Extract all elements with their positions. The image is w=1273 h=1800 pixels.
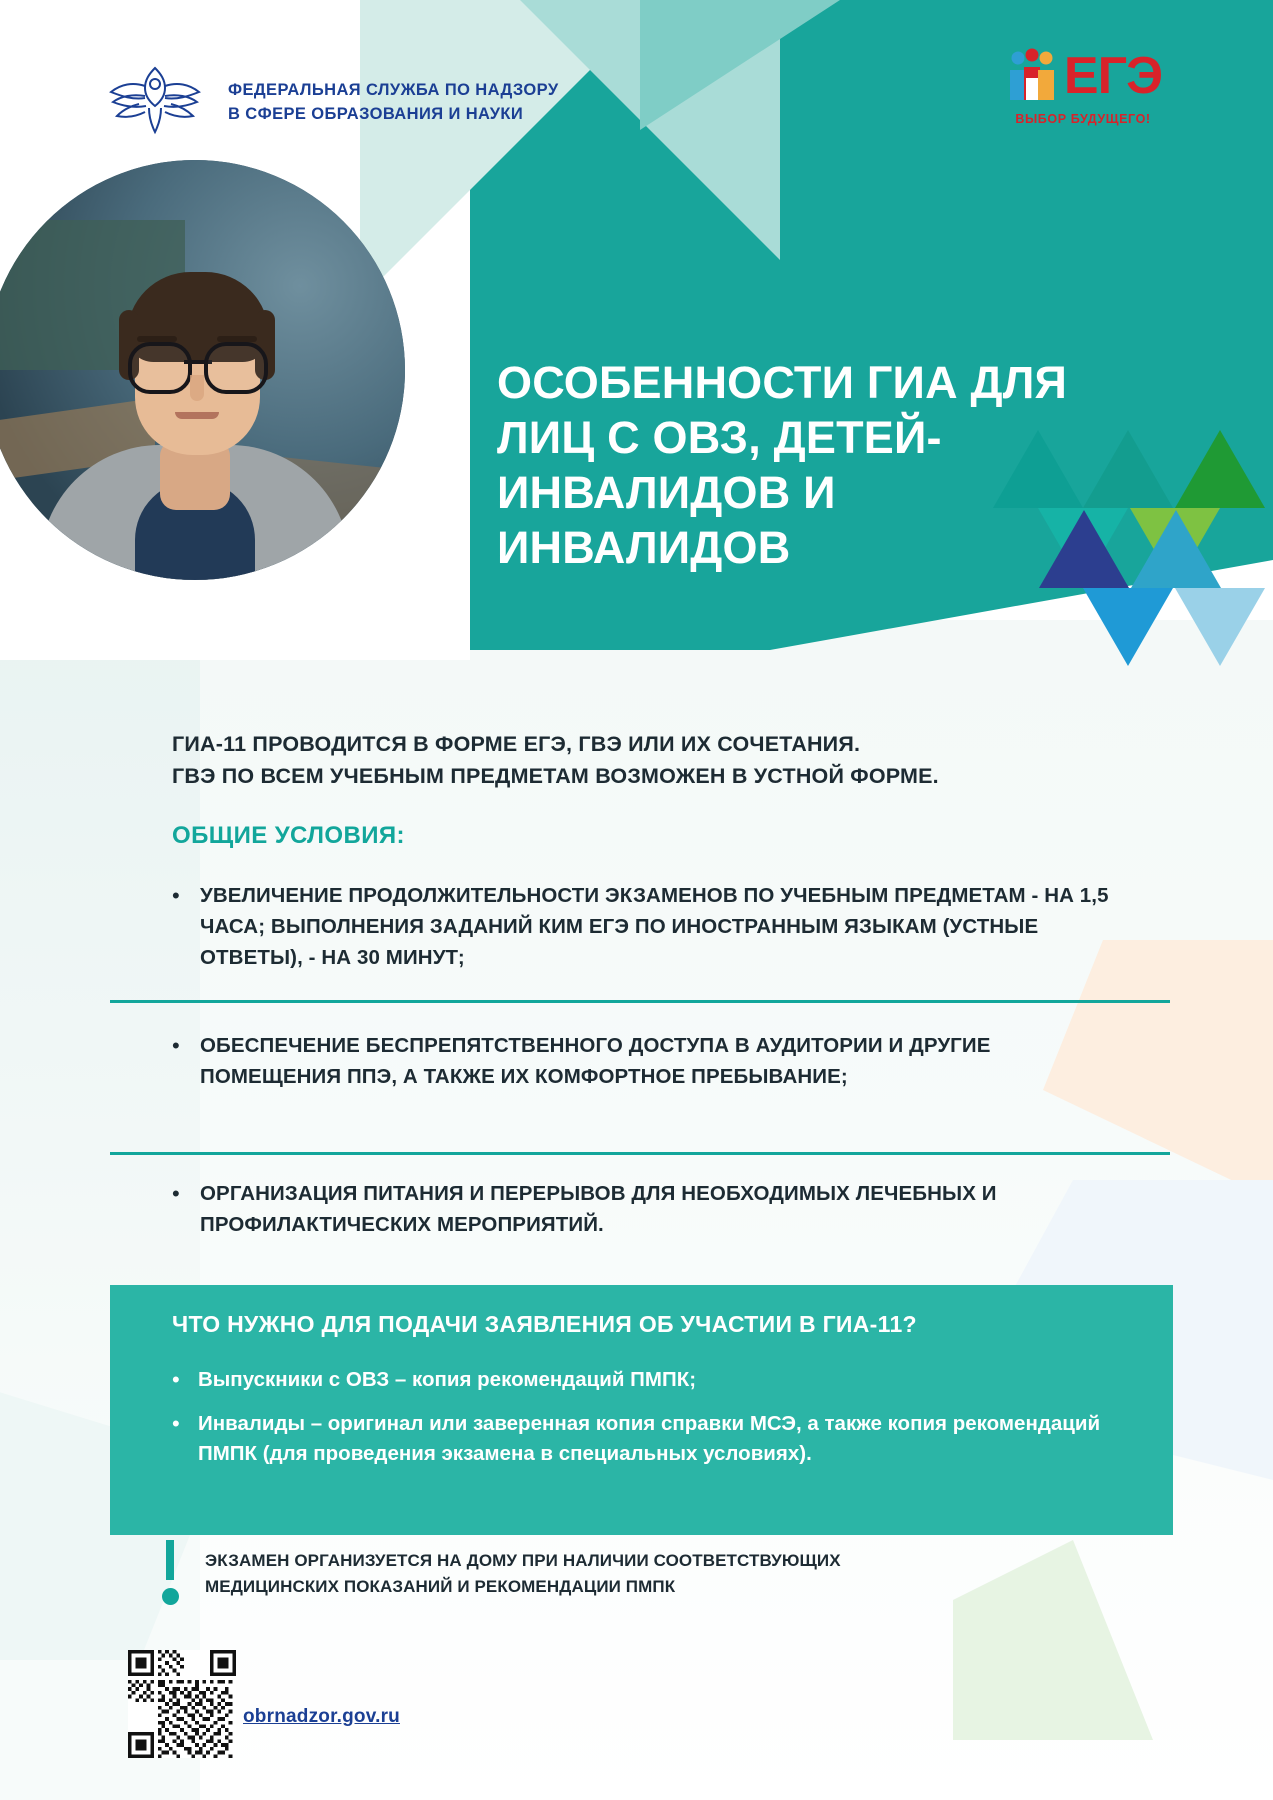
page-title: ОСОБЕННОСТИ ГИА ДЛЯ ЛИЦ С ОВЗ, ДЕТЕЙ-ИНВАЛИДОВ И ИНВАЛИДОВ xyxy=(497,357,1068,574)
ege-logo xyxy=(993,48,1173,143)
intro-text xyxy=(172,728,1172,792)
student-photo xyxy=(0,160,405,580)
organization-name xyxy=(228,78,559,126)
organization-name-line1: ФЕДЕРАЛЬНАЯ СЛУЖБА ПО НАДЗОРУ xyxy=(228,81,559,99)
ege-people-icon xyxy=(1004,48,1060,104)
panel-item-2 xyxy=(172,1409,1152,1469)
bullet-icon: • xyxy=(172,1181,180,1206)
bullet-icon: • xyxy=(172,1367,180,1392)
note-accent-dot xyxy=(162,1588,179,1605)
qr-code[interactable] xyxy=(128,1650,236,1758)
condition-item-2 xyxy=(172,1030,1132,1092)
conditions-heading: ОБЩИЕ УСЛОВИЯ: xyxy=(172,822,405,849)
home-exam-note xyxy=(205,1548,1105,1600)
organization-name-line2: В СФЕРЕ ОБРАЗОВАНИЯ И НАУКИ xyxy=(228,105,524,123)
ege-logo-tagline: ВЫБОР БУДУЩЕГО! xyxy=(1015,112,1151,126)
condition-item-1 xyxy=(172,880,1132,973)
bullet-icon: • xyxy=(172,1033,180,1058)
panel-item-2-text: Инвалиды – оригинал или заверенная копия справки МСЭ, а также копия рекомендаций ПМПК (для проведения экзамена в специальных условиях). xyxy=(198,1412,1101,1465)
bullet-icon: • xyxy=(172,883,180,908)
divider-2 xyxy=(110,1152,1170,1155)
panel-item-1-text: Выпускники с ОВЗ – копия рекомендаций ПМПК; xyxy=(198,1368,697,1391)
application-requirements-panel xyxy=(110,1285,1173,1535)
photo-nose xyxy=(190,375,204,401)
condition-item-1-text: УВЕЛИЧЕНИЕ ПРОДОЛЖИТЕЛЬНОСТИ ЭКЗАМЕНОВ ПО УЧЕБНЫМ ПРЕДМЕТАМ - НА 1,5 ЧАСА; ВЫПОЛНЕНИЯ ЗАДАНИЙ КИМ ЕГЭ ПО ИНОСТРАННЫМ ЯЗЫКАМ (УСТНЫЕ ОТВЕТЫ), - НА 30 МИНУТ; xyxy=(200,884,1109,969)
note-accent-bar xyxy=(166,1540,174,1580)
condition-item-2-text: ОБЕСПЕЧЕНИЕ БЕСПРЕПЯТСТВЕННОГО ДОСТУПА В АУДИТОРИИ И ДРУГИЕ ПОМЕЩЕНИЯ ППЭ, А ТАКЖЕ ИХ КОМФОРТНОЕ ПРЕБЫВАНИЕ; xyxy=(200,1034,991,1088)
rosobrnadzor-emblem xyxy=(105,60,205,140)
home-exam-note-line1: ЭКЗАМЕН ОРГАНИЗУЕТСЯ НА ДОМУ ПРИ НАЛИЧИИ СООТВЕТСТВУЮЩИХ xyxy=(205,1551,841,1570)
divider-1 xyxy=(110,1000,1170,1003)
intro-line-2: ГВЭ ПО ВСЕМ УЧЕБНЫМ ПРЕДМЕТАМ ВОЗМОЖЕН В УСТНОЙ ФОРМЕ. xyxy=(172,764,939,788)
photo-mouth xyxy=(175,412,219,419)
website-link[interactable]: obrnadzor.gov.ru xyxy=(243,1706,400,1727)
ege-logo-mark xyxy=(993,48,1173,104)
condition-item-3-text: ОРГАНИЗАЦИЯ ПИТАНИЯ И ПЕРЕРЫВОВ ДЛЯ НЕОБХОДИМЫХ ЛЕЧЕБНЫХ И ПРОФИЛАКТИЧЕСКИХ МЕРОПРИЯТИЙ. xyxy=(200,1182,997,1236)
condition-item-3 xyxy=(172,1178,1132,1240)
panel-item-1 xyxy=(172,1365,1152,1395)
bullet-icon: • xyxy=(172,1411,180,1436)
photo-lens-left xyxy=(128,342,192,394)
home-exam-note-line2: МЕДИЦИНСКИХ ПОКАЗАНИЙ И РЕКОМЕНДАЦИИ ПМПК xyxy=(205,1577,676,1596)
panel-heading: ЧТО НУЖНО ДЛЯ ПОДАЧИ ЗАЯВЛЕНИЯ ОБ УЧАСТИИ В ГИА-11? xyxy=(172,1311,917,1337)
intro-line-1: ГИА-11 ПРОВОДИТСЯ В ФОРМЕ ЕГЭ, ГВЭ ИЛИ ИХ СОЧЕТАНИЯ. xyxy=(172,732,861,756)
photo-lens-right xyxy=(204,342,268,394)
ege-logo-text: ЕГЭ xyxy=(1063,47,1163,105)
